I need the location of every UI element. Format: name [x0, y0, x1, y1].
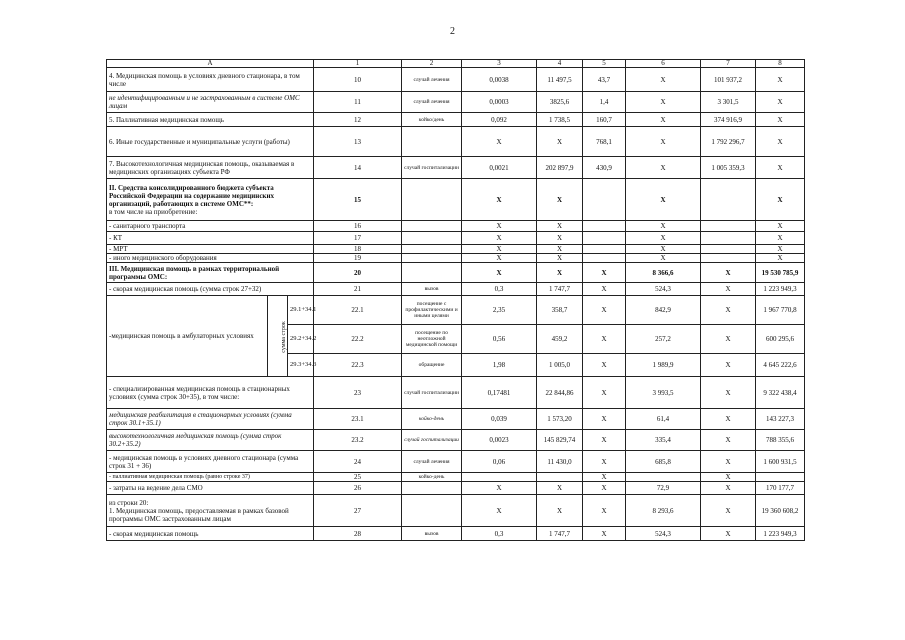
cell: 1 223 949,3	[756, 527, 805, 541]
cell: Х	[701, 263, 756, 283]
cell: Х	[583, 527, 626, 541]
cell: Х	[462, 245, 537, 254]
cell: Х	[701, 482, 756, 495]
unit: случай лечения	[402, 451, 462, 473]
cell: 143 227,3	[756, 409, 805, 430]
cell: 600 295,6	[756, 325, 805, 354]
unit	[402, 179, 462, 221]
row-name: - скорая медицинская помощь	[107, 527, 314, 541]
cell: 358,7	[537, 296, 583, 325]
cell: Х	[626, 254, 701, 263]
table-row	[107, 473, 805, 482]
cell	[701, 245, 756, 254]
cell: 101 937,2	[701, 68, 756, 92]
table-row	[107, 482, 805, 495]
cell: Х	[537, 263, 583, 283]
header-cell: 5	[583, 60, 626, 68]
cell: Х	[537, 482, 583, 495]
table-row	[107, 527, 805, 541]
unit: койко/день	[402, 113, 462, 127]
cell: 1,4	[583, 92, 626, 113]
cell: 19 360 608,2	[756, 495, 805, 527]
cell: Х	[756, 113, 805, 127]
line-number: 22.1	[314, 296, 402, 325]
row-name	[107, 495, 314, 527]
line-number: 19	[314, 254, 402, 263]
table-row	[107, 495, 805, 527]
section-title: II. Средства консолидированного бюджета субъекта Российской Федерации на содержание медицинских организаций, работающих в системе ОМС**:	[109, 183, 274, 208]
row-name: - иного медицинского оборудования	[107, 254, 314, 263]
table-row	[107, 221, 805, 232]
table-row	[107, 68, 805, 92]
cell: 1 738,5	[537, 113, 583, 127]
cell: Х	[583, 377, 626, 409]
cell: Х	[462, 221, 537, 232]
row-name: 5. Паллиативная медицинская помощь	[107, 113, 314, 127]
cell: Х	[583, 354, 626, 377]
cell	[701, 179, 756, 221]
cell: 524,3	[626, 527, 701, 541]
cell: Х	[626, 157, 701, 179]
cell: 1 005 359,3	[701, 157, 756, 179]
cell: 1 967 770,8	[756, 296, 805, 325]
cell: Х	[626, 127, 701, 157]
line-number: 22.3	[314, 354, 402, 377]
header-cell: 6	[626, 60, 701, 68]
row-name: - МРТ	[107, 245, 314, 254]
line-number: 22.2	[314, 325, 402, 354]
cell: Х	[756, 179, 805, 221]
cell: 4 645 222,6	[756, 354, 805, 377]
cell	[701, 232, 756, 245]
row-name: - медицинская помощь в условиях дневного стационара (сумма строк 31 + 36)	[107, 451, 314, 473]
cell: Х	[583, 296, 626, 325]
cell: 8 293,6	[626, 495, 701, 527]
cell: Х	[626, 221, 701, 232]
row-name	[107, 179, 314, 221]
cell: Х	[583, 430, 626, 451]
cell: 374 916,9	[701, 113, 756, 127]
row-name: -медицинская помощь в амбулаторных условиях	[107, 296, 268, 377]
cell: Х	[462, 179, 537, 221]
cell: Х	[701, 451, 756, 473]
line-number: 23.2	[314, 430, 402, 451]
cell: 1 573,20	[537, 409, 583, 430]
cell: 1 747,7	[537, 527, 583, 541]
row-name: медицинская реабилитация в стационарных условиях (сумма строк 30.1+35.1)	[107, 409, 314, 430]
cell	[537, 473, 583, 482]
cell: Х	[756, 245, 805, 254]
line-number: 27	[314, 495, 402, 527]
header-cell: 3	[462, 60, 537, 68]
cell: 0,0003	[462, 92, 537, 113]
line-number: 21	[314, 283, 402, 296]
cell: 0,3	[462, 527, 537, 541]
cell: Х	[756, 68, 805, 92]
table-row	[107, 245, 805, 254]
cell: 8 366,6	[626, 263, 701, 283]
cell: 202 897,9	[537, 157, 583, 179]
line-number: 23	[314, 377, 402, 409]
cell: Х	[626, 68, 701, 92]
cell: Х	[583, 451, 626, 473]
cell: 0,56	[462, 325, 537, 354]
line-number: 13	[314, 127, 402, 157]
cell: 3 301,5	[701, 92, 756, 113]
unit	[402, 221, 462, 232]
cell	[583, 245, 626, 254]
cell: 1 989,9	[626, 354, 701, 377]
table-row	[107, 232, 805, 245]
unit: вызов	[402, 283, 462, 296]
cell: Х	[462, 232, 537, 245]
sum-label-text: сумма строк	[280, 320, 287, 353]
cell: 2,35	[462, 296, 537, 325]
cell: Х	[701, 409, 756, 430]
cell: 145 829,74	[537, 430, 583, 451]
row-name-prefix: из строки 20:	[109, 498, 149, 507]
cell: Х	[701, 377, 756, 409]
unit: случай госпитализации	[402, 377, 462, 409]
table-row	[107, 430, 805, 451]
table-row	[107, 283, 805, 296]
cell: 257,2	[626, 325, 701, 354]
unit	[402, 254, 462, 263]
row-name: - специализированная медицинская помощь в стационарных условиях (сумма строк 30+35), в том числе:	[107, 377, 314, 409]
cell	[756, 473, 805, 482]
row-name: - санитарного транспорта	[107, 221, 314, 232]
table-row	[107, 377, 805, 409]
row-name: - паллиативная медицинская помощь (равно строке 37)	[107, 473, 314, 482]
cell: Х	[756, 127, 805, 157]
line-number: 23.1	[314, 409, 402, 430]
header-cell: 2	[402, 60, 462, 68]
cell: 170 177,7	[756, 482, 805, 495]
cell: Х	[583, 495, 626, 527]
cell: 685,8	[626, 451, 701, 473]
table-row	[107, 451, 805, 473]
line-number: 14	[314, 157, 402, 179]
cell: 1 600 931,5	[756, 451, 805, 473]
unit	[402, 245, 462, 254]
row-name: 4. Медицинская помощь в условиях дневного стационара, в том числе	[107, 68, 314, 92]
row-name: высокотехнологичная медицинская помощь (сумма строк 30.2+35.2)	[107, 430, 314, 451]
header-row	[107, 60, 805, 68]
cell: Х	[537, 254, 583, 263]
unit: койко-день	[402, 409, 462, 430]
sum-label	[268, 296, 288, 377]
cell	[583, 232, 626, 245]
cell: Х	[701, 495, 756, 527]
line-number: 24	[314, 451, 402, 473]
line-number: 26	[314, 482, 402, 495]
cell: 1 747,7	[537, 283, 583, 296]
line-number: 17	[314, 232, 402, 245]
header-cell: 1	[314, 60, 402, 68]
cell: 0,3	[462, 283, 537, 296]
cell: 3 993,5	[626, 377, 701, 409]
cell: 0,0021	[462, 157, 537, 179]
cell: Х	[462, 127, 537, 157]
cell: Х	[537, 245, 583, 254]
row-name: - затраты на ведение дела СМО	[107, 482, 314, 495]
unit: случай госпитализации	[402, 430, 462, 451]
cell: Х	[583, 482, 626, 495]
line-number: 16	[314, 221, 402, 232]
unit	[402, 263, 462, 283]
cell: Х	[756, 254, 805, 263]
cell: Х	[756, 92, 805, 113]
unit: случай госпитализации	[402, 157, 462, 179]
cell: Х	[583, 263, 626, 283]
cell: 1 005,0	[537, 354, 583, 377]
cell: 0,0038	[462, 68, 537, 92]
cell: Х	[701, 527, 756, 541]
cell: Х	[701, 283, 756, 296]
cell	[701, 221, 756, 232]
table-row	[107, 157, 805, 179]
page-number: 2	[450, 26, 455, 37]
cell: 524,3	[626, 283, 701, 296]
line-number: 10	[314, 68, 402, 92]
cell: 22 844,86	[537, 377, 583, 409]
cell: 72,9	[626, 482, 701, 495]
cell: Х	[626, 232, 701, 245]
cell: Х	[583, 283, 626, 296]
row-name: - КТ	[107, 232, 314, 245]
cell: Х	[583, 409, 626, 430]
cell: 0,0023	[462, 430, 537, 451]
cell: Х	[756, 221, 805, 232]
cell: 61,4	[626, 409, 701, 430]
cell: 43,7	[583, 68, 626, 92]
sub-formula: 29.2+34.2	[288, 325, 314, 354]
unit: посещение по неотложной медицинской помощи	[402, 325, 462, 354]
cell	[626, 473, 701, 482]
line-number: 18	[314, 245, 402, 254]
cell: Х	[626, 92, 701, 113]
unit: случай лечения	[402, 92, 462, 113]
cell	[462, 473, 537, 482]
cell: Х	[583, 325, 626, 354]
header-cell: 7	[701, 60, 756, 68]
row-name: не идентифицированным и не застрахованным в системе ОМС лицам	[107, 92, 314, 113]
cell: Х	[626, 245, 701, 254]
cell: 19 530 785,9	[756, 263, 805, 283]
header-cell: А	[107, 60, 314, 68]
cell: Х	[537, 221, 583, 232]
cell: 335,4	[626, 430, 701, 451]
table-row	[107, 92, 805, 113]
table-row	[107, 127, 805, 157]
unit	[402, 482, 462, 495]
cell: 459,2	[537, 325, 583, 354]
cell: 842,9	[626, 296, 701, 325]
cell: Х	[626, 113, 701, 127]
line-number: 28	[314, 527, 402, 541]
line-number: 12	[314, 113, 402, 127]
cell: 0,039	[462, 409, 537, 430]
cell: Х	[756, 232, 805, 245]
cell: Х	[537, 232, 583, 245]
table-row	[107, 254, 805, 263]
cell	[583, 179, 626, 221]
cell: Х	[537, 127, 583, 157]
cell: Х	[701, 325, 756, 354]
cell: Х	[701, 354, 756, 377]
table-row	[107, 179, 805, 221]
cell: 11 430,0	[537, 451, 583, 473]
cell: Х	[583, 473, 626, 482]
line-number: 15	[314, 179, 402, 221]
cell: Х	[701, 430, 756, 451]
cell: Х	[462, 254, 537, 263]
cell: 0,06	[462, 451, 537, 473]
line-number: 25	[314, 473, 402, 482]
table-row	[107, 296, 805, 325]
cell: 1 223 949,3	[756, 283, 805, 296]
cell: Х	[701, 296, 756, 325]
unit	[402, 495, 462, 527]
row-name: III. Медицинская помощь в рамках территориальной программы ОМС:	[107, 263, 314, 283]
cell: Х	[701, 473, 756, 482]
cell: Х	[462, 495, 537, 527]
cell: 0,17481	[462, 377, 537, 409]
cell: 430,9	[583, 157, 626, 179]
cell: 1 792 296,7	[701, 127, 756, 157]
cell: 1,98	[462, 354, 537, 377]
cell: 0,092	[462, 113, 537, 127]
cell: 9 322 438,4	[756, 377, 805, 409]
sub-formula: 29.3+34.3	[288, 354, 314, 377]
cell: Х	[626, 179, 701, 221]
cell: 11 497,5	[537, 68, 583, 92]
cell: 788 355,6	[756, 430, 805, 451]
row-name: 7. Высокотехнологичная медицинская помощь, оказываемая в медицинских организациях субъекта РФ	[107, 157, 314, 179]
row-name: - скорая медицинская помощь (сумма строк 27+32)	[107, 283, 314, 296]
table-row	[107, 263, 805, 283]
line-number: 11	[314, 92, 402, 113]
sub-formula: 29.1+34.1	[288, 296, 314, 325]
cell	[701, 254, 756, 263]
cell: 160,7	[583, 113, 626, 127]
unit: вызов	[402, 527, 462, 541]
budget-table	[106, 59, 805, 541]
unit: посещение с профилактическими и иными целями	[402, 296, 462, 325]
cell	[583, 221, 626, 232]
unit: койко-день	[402, 473, 462, 482]
section-subtitle: в том числе на приобретение:	[109, 207, 198, 216]
unit: случай лечения	[402, 68, 462, 92]
table-row	[107, 409, 805, 430]
unit	[402, 232, 462, 245]
cell: Х	[537, 495, 583, 527]
line-number: 20	[314, 263, 402, 283]
header-cell: 8	[756, 60, 805, 68]
cell	[583, 254, 626, 263]
cell: Х	[756, 157, 805, 179]
cell: Х	[462, 263, 537, 283]
cell: Х	[537, 179, 583, 221]
cell: 3825,6	[537, 92, 583, 113]
cell: Х	[462, 482, 537, 495]
cell: 768,1	[583, 127, 626, 157]
unit	[402, 127, 462, 157]
unit: обращение	[402, 354, 462, 377]
row-name-main: 1. Медицинская помощь, предоставляемая в рамках базовой программы ОМС застрахованным лицам	[109, 506, 289, 523]
header-cell: 4	[537, 60, 583, 68]
table-row	[107, 113, 805, 127]
row-name: 6. Иные государственные и муниципальные услуги (работы)	[107, 127, 314, 157]
